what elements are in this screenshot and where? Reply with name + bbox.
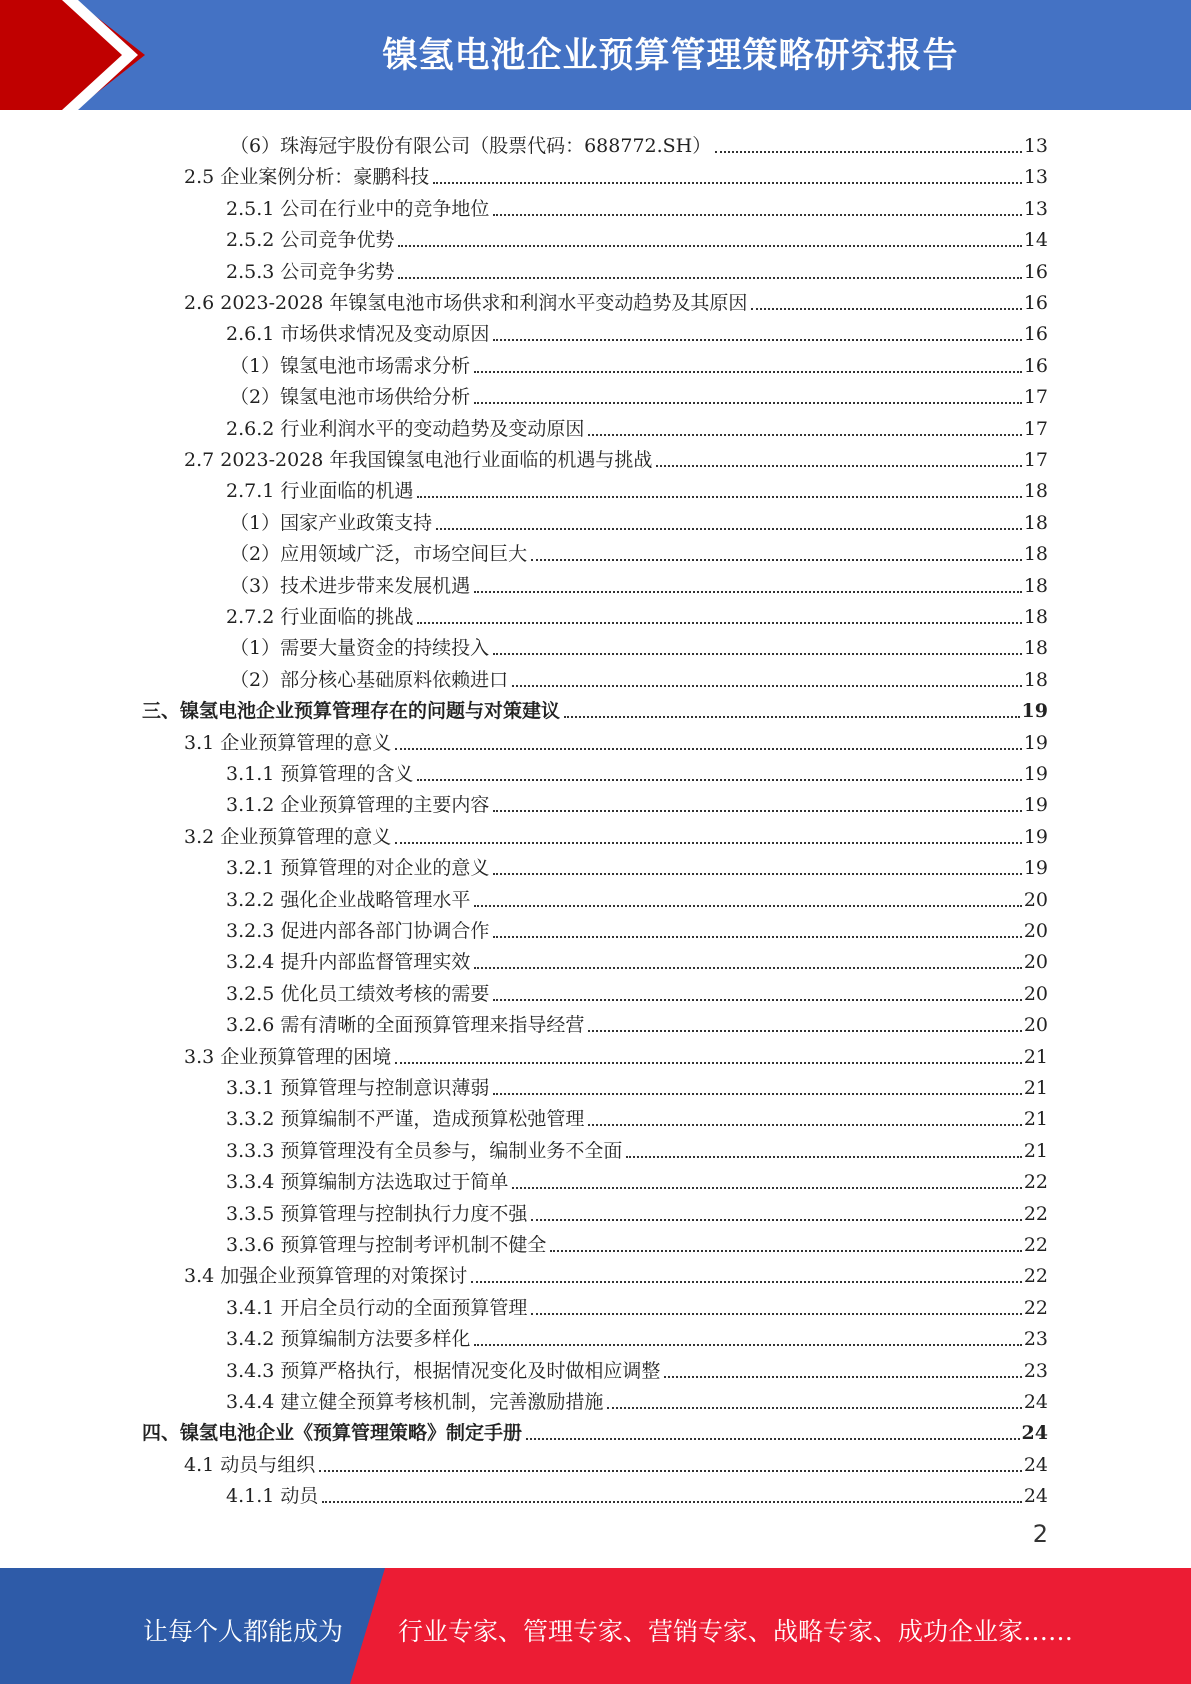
toc-entry-page: 20 [1023, 951, 1048, 974]
toc-entry-label: 2.7.2 行业面临的挑战 [226, 606, 414, 628]
toc-entry-label: 四、镍氢电池企业《预算管理策略》制定手册 [142, 1422, 523, 1445]
toc-entry-label: 2.5.3 公司竞争劣势 [226, 260, 395, 283]
toc-entry[interactable] [226, 850, 1048, 880]
toc-entry[interactable] [184, 442, 1048, 472]
toc-entry[interactable] [226, 1164, 1048, 1194]
toc-entry-label: 3.4.4 建立健全预算考核机制，完善激励措施 [226, 1391, 604, 1413]
toc-leader-dots [493, 810, 1021, 812]
toc-entry-page: 21 [1023, 1077, 1048, 1099]
toc-leader-dots [417, 779, 1021, 781]
toc-entry-page: 17 [1023, 417, 1048, 440]
toc-leader-dots [474, 402, 1022, 404]
toc-leader-dots [474, 1344, 1021, 1346]
toc-entry-page: 23 [1023, 1359, 1048, 1382]
toc-entry[interactable] [226, 222, 1048, 252]
toc-entry[interactable] [230, 536, 1048, 566]
toc-entry-label: 2.5 企业案例分析：豪鹏科技 [184, 166, 430, 189]
toc-entry[interactable] [226, 1133, 1048, 1163]
toc-entry-page: 16 [1023, 292, 1048, 314]
toc-entry[interactable] [226, 944, 1048, 974]
toc-entry-page: 18 [1023, 511, 1048, 534]
toc-leader-dots [664, 1376, 1021, 1378]
toc-entry-page: 18 [1023, 637, 1048, 660]
toc-entry-label: 2.7 2023-2028 年我国镍氢电池行业面临的机遇与挑战 [184, 449, 653, 471]
toc-entry-page: 16 [1023, 260, 1048, 283]
toc-entry-label: 3.2.2 强化企业战略管理水平 [226, 888, 471, 911]
toc-entry-page: 18 [1023, 543, 1048, 566]
toc-entry-page: 20 [1023, 1014, 1048, 1037]
toc-leader-dots [588, 1124, 1021, 1126]
report-title: 镍氢电池企业预算管理策略研究报告 [382, 36, 959, 76]
toc-leader-dots [436, 528, 1022, 530]
toc-entry-label: （2）应用领域广泛，市场空间巨大 [230, 543, 528, 566]
toc-entry-label: 3.2.1 预算管理的对企业的意义 [226, 857, 490, 880]
toc-entry-page: 24 [1023, 1485, 1048, 1508]
toc-entry[interactable] [184, 159, 1048, 189]
toc-leader-dots [395, 1062, 1022, 1064]
toc-entry[interactable] [142, 1415, 1048, 1445]
toc-entry[interactable] [226, 1384, 1048, 1414]
toc-entry-page: 13 [1023, 135, 1048, 157]
toc-leader-dots [417, 622, 1021, 624]
toc-leader-dots [531, 559, 1022, 561]
toc-entry[interactable] [226, 1290, 1048, 1320]
toc-leader-dots [656, 465, 1021, 467]
toc-entry-label: （2）镍氢电池市场供给分析 [230, 386, 471, 409]
toc-entry-label: （1）需要大量资金的持续投入 [230, 637, 490, 660]
toc-leader-dots [607, 1407, 1021, 1409]
toc-entry-label: 3.1 企业预算管理的意义 [184, 731, 392, 754]
toc-entry-page: 16 [1023, 323, 1048, 346]
toc-entry[interactable] [226, 913, 1048, 943]
toc-entry-label: 3.3.2 预算编制不严谨，造成预算松弛管理 [226, 1108, 585, 1131]
toc-entry-label: 3.1.2 企业预算管理的主要内容 [226, 794, 490, 817]
toc-entry-label: 3.4 加强企业预算管理的对策探讨 [184, 1265, 468, 1288]
toc-leader-dots [588, 1030, 1021, 1032]
toc-leader-dots [493, 214, 1021, 216]
toc-entry[interactable] [226, 1101, 1048, 1131]
toc-entry-page: 19 [1023, 857, 1048, 880]
toc-leader-dots [512, 685, 1022, 687]
footer-slogan-right: 行业专家、管理专家、营销专家、战略专家、成功企业家…… [398, 1617, 1074, 1646]
toc-leader-dots [493, 339, 1021, 341]
toc-entry-label: 2.6.2 行业利润水平的变动趋势及变动原因 [226, 417, 585, 440]
toc-entry-page: 20 [1023, 982, 1048, 1005]
toc-entry[interactable] [226, 882, 1048, 912]
toc-entry-label: 3.3.3 预算管理没有全员参与，编制业务不全面 [226, 1139, 623, 1162]
toc-entry[interactable] [226, 1007, 1048, 1037]
footer-banner [0, 1568, 1191, 1684]
toc-leader-dots [550, 1250, 1021, 1252]
toc-entry-label: 4.1.1 动员 [226, 1485, 319, 1508]
footer-slogan-left: 让每个人都能成为 [143, 1617, 344, 1646]
toc-entry-page: 18 [1023, 574, 1048, 597]
toc-entry-page: 20 [1023, 920, 1048, 942]
toc-entry[interactable] [226, 1478, 1048, 1508]
toc-entry[interactable] [230, 348, 1048, 378]
toc-entry[interactable] [230, 568, 1048, 598]
toc-leader-dots [715, 151, 1022, 153]
toc-entry[interactable] [226, 1070, 1048, 1100]
toc-leader-dots [471, 1281, 1022, 1283]
toc-entry[interactable] [230, 662, 1048, 692]
toc-leader-dots [474, 371, 1022, 373]
toc-entry[interactable] [226, 254, 1048, 284]
page-number: 2 [1032, 1520, 1048, 1548]
toc-entry-label: （1）国家产业政策支持 [230, 511, 433, 534]
toc-entry-label: 2.5.2 公司竞争优势 [226, 229, 395, 252]
toc-entry-page: 19 [1023, 763, 1048, 785]
toc-entry[interactable] [230, 379, 1048, 409]
toc-entry-label: 3.3.5 预算管理与控制执行力度不强 [226, 1202, 528, 1225]
toc-entry[interactable] [226, 1196, 1048, 1226]
toc-entry-label: 2.7.1 行业面临的机遇 [226, 480, 414, 503]
toc-entry-page: 22 [1023, 1171, 1048, 1194]
toc-entry-label: 3.2 企业预算管理的意义 [184, 825, 392, 848]
toc-leader-dots [474, 591, 1022, 593]
toc-entry-page: 18 [1023, 480, 1048, 503]
toc-entry-label: （6）珠海冠宇股份有限公司（股票代码：688772.SH） [230, 135, 712, 157]
toc-leader-dots [531, 1313, 1021, 1315]
toc-entry[interactable] [184, 285, 1048, 315]
toc-entry[interactable] [226, 756, 1048, 786]
toc-entry[interactable] [230, 128, 1048, 158]
toc-entry-page: 16 [1023, 354, 1048, 377]
toc-entry-page: 18 [1023, 668, 1048, 691]
toc-leader-dots [398, 245, 1021, 247]
toc-entry-label: （3）技术进步带来发展机遇 [230, 574, 471, 597]
toc-leader-dots [395, 842, 1022, 844]
toc-entry-page: 21 [1023, 1108, 1048, 1131]
toc-entry[interactable] [226, 191, 1048, 221]
toc-entry-label: 3.3 企业预算管理的困境 [184, 1045, 392, 1068]
toc-entry-page: 22 [1023, 1265, 1048, 1288]
toc-entry[interactable] [226, 599, 1048, 629]
toc-entry-page: 14 [1023, 229, 1048, 252]
toc-leader-dots [322, 1501, 1021, 1503]
toc-leader-dots [493, 936, 1021, 938]
toc-leader-dots [493, 653, 1022, 655]
toc-leader-dots [474, 905, 1021, 907]
toc-leader-dots [395, 748, 1022, 750]
toc-entry-label: 3.2.5 优化员工绩效考核的需要 [226, 982, 490, 1005]
toc-entry-page: 23 [1023, 1328, 1048, 1351]
toc-entry[interactable] [226, 976, 1048, 1006]
toc-entry-page: 19 [1021, 700, 1048, 723]
toc-entry-label: 3.2.6 需有清晰的全面预算管理来指导经营 [226, 1014, 585, 1037]
toc-entry-page: 13 [1023, 166, 1048, 189]
toc-entry-label: 3.2.4 提升内部监督管理实效 [226, 951, 471, 974]
toc-entry-label: 3.2.3 促进内部各部门协调合作 [226, 920, 490, 942]
toc-entry-page: 24 [1021, 1422, 1048, 1445]
toc-entry-label: 3.3.6 预算管理与控制考评机制不健全 [226, 1234, 547, 1256]
toc-entry-page: 17 [1023, 386, 1048, 409]
toc-entry-page: 19 [1023, 825, 1048, 848]
toc-entry-label: 3.1.1 预算管理的含义 [226, 763, 414, 785]
toc-leader-dots [588, 434, 1021, 436]
toc-entry-label: 3.3.4 预算编制方法选取过于简单 [226, 1171, 509, 1194]
toc-entry[interactable] [184, 819, 1048, 849]
toc-entry[interactable] [226, 411, 1048, 441]
toc-entry[interactable] [226, 473, 1048, 503]
toc-entry-page: 24 [1023, 1453, 1048, 1476]
toc-entry[interactable] [142, 693, 1048, 723]
toc-entry[interactable] [226, 1353, 1048, 1383]
toc-entry-label: 3.3.1 预算管理与控制意识薄弱 [226, 1077, 490, 1099]
toc-entry-label: 三、镍氢电池企业预算管理存在的问题与对策建议 [142, 700, 561, 723]
toc-leader-dots [626, 1156, 1021, 1158]
toc-entry-page: 21 [1023, 1045, 1048, 1068]
toc-entry[interactable] [184, 1447, 1048, 1477]
toc-entry[interactable] [184, 1258, 1048, 1288]
toc-entry-page: 18 [1023, 606, 1048, 628]
toc-entry-page: 19 [1023, 794, 1048, 817]
toc-leader-dots [433, 182, 1022, 184]
toc-leader-dots [417, 496, 1021, 498]
toc-entry-page: 13 [1023, 197, 1048, 220]
toc-leader-dots [564, 716, 1020, 718]
toc-entry[interactable] [230, 505, 1048, 535]
toc-leader-dots [493, 873, 1021, 875]
toc-leader-dots [526, 1438, 1020, 1440]
toc-leader-dots [751, 308, 1021, 310]
toc-entry-label: （2）部分核心基础原料依赖进口 [230, 668, 509, 691]
toc-leader-dots [398, 277, 1021, 279]
toc-leader-dots [531, 1219, 1021, 1221]
toc-entry-page: 17 [1023, 449, 1048, 471]
toc-entry-label: 4.1 动员与组织 [184, 1453, 316, 1476]
toc-entry[interactable] [230, 630, 1048, 660]
toc-leader-dots [493, 999, 1021, 1001]
header-banner [0, 0, 1191, 110]
toc-entry[interactable] [184, 1039, 1048, 1069]
toc-entry[interactable] [184, 725, 1048, 755]
toc-entry-label: 3.4.2 预算编制方法要多样化 [226, 1328, 471, 1351]
toc-entry-page: 22 [1023, 1296, 1048, 1319]
toc-entry-label: 3.4.3 预算严格执行，根据情况变化及时做相应调整 [226, 1359, 661, 1382]
toc-entry-page: 22 [1023, 1234, 1048, 1256]
toc-entry-page: 19 [1023, 731, 1048, 754]
toc-entry[interactable] [226, 1227, 1048, 1257]
toc-entry-page: 22 [1023, 1202, 1048, 1225]
toc-entry-label: 3.4.1 开启全员行动的全面预算管理 [226, 1296, 528, 1319]
toc-entry[interactable] [226, 1321, 1048, 1351]
toc-entry-page: 21 [1023, 1139, 1048, 1162]
toc-entry-label: 2.5.1 公司在行业中的竞争地位 [226, 197, 490, 220]
toc-leader-dots [493, 1093, 1021, 1095]
toc-entry-label: 2.6 2023-2028 年镍氢电池市场供求和利润水平变动趋势及其原因 [184, 292, 748, 314]
toc-entry[interactable] [226, 787, 1048, 817]
toc-leader-dots [474, 967, 1021, 969]
toc-entry-label: （1）镍氢电池市场需求分析 [230, 354, 471, 377]
toc-entry[interactable] [226, 316, 1048, 346]
toc-entry-page: 24 [1023, 1391, 1048, 1413]
toc-entry-label: 2.6.1 市场供求情况及变动原因 [226, 323, 490, 346]
toc-leader-dots [512, 1187, 1021, 1189]
toc-leader-dots [319, 1470, 1022, 1472]
toc-entry-page: 20 [1023, 888, 1048, 911]
